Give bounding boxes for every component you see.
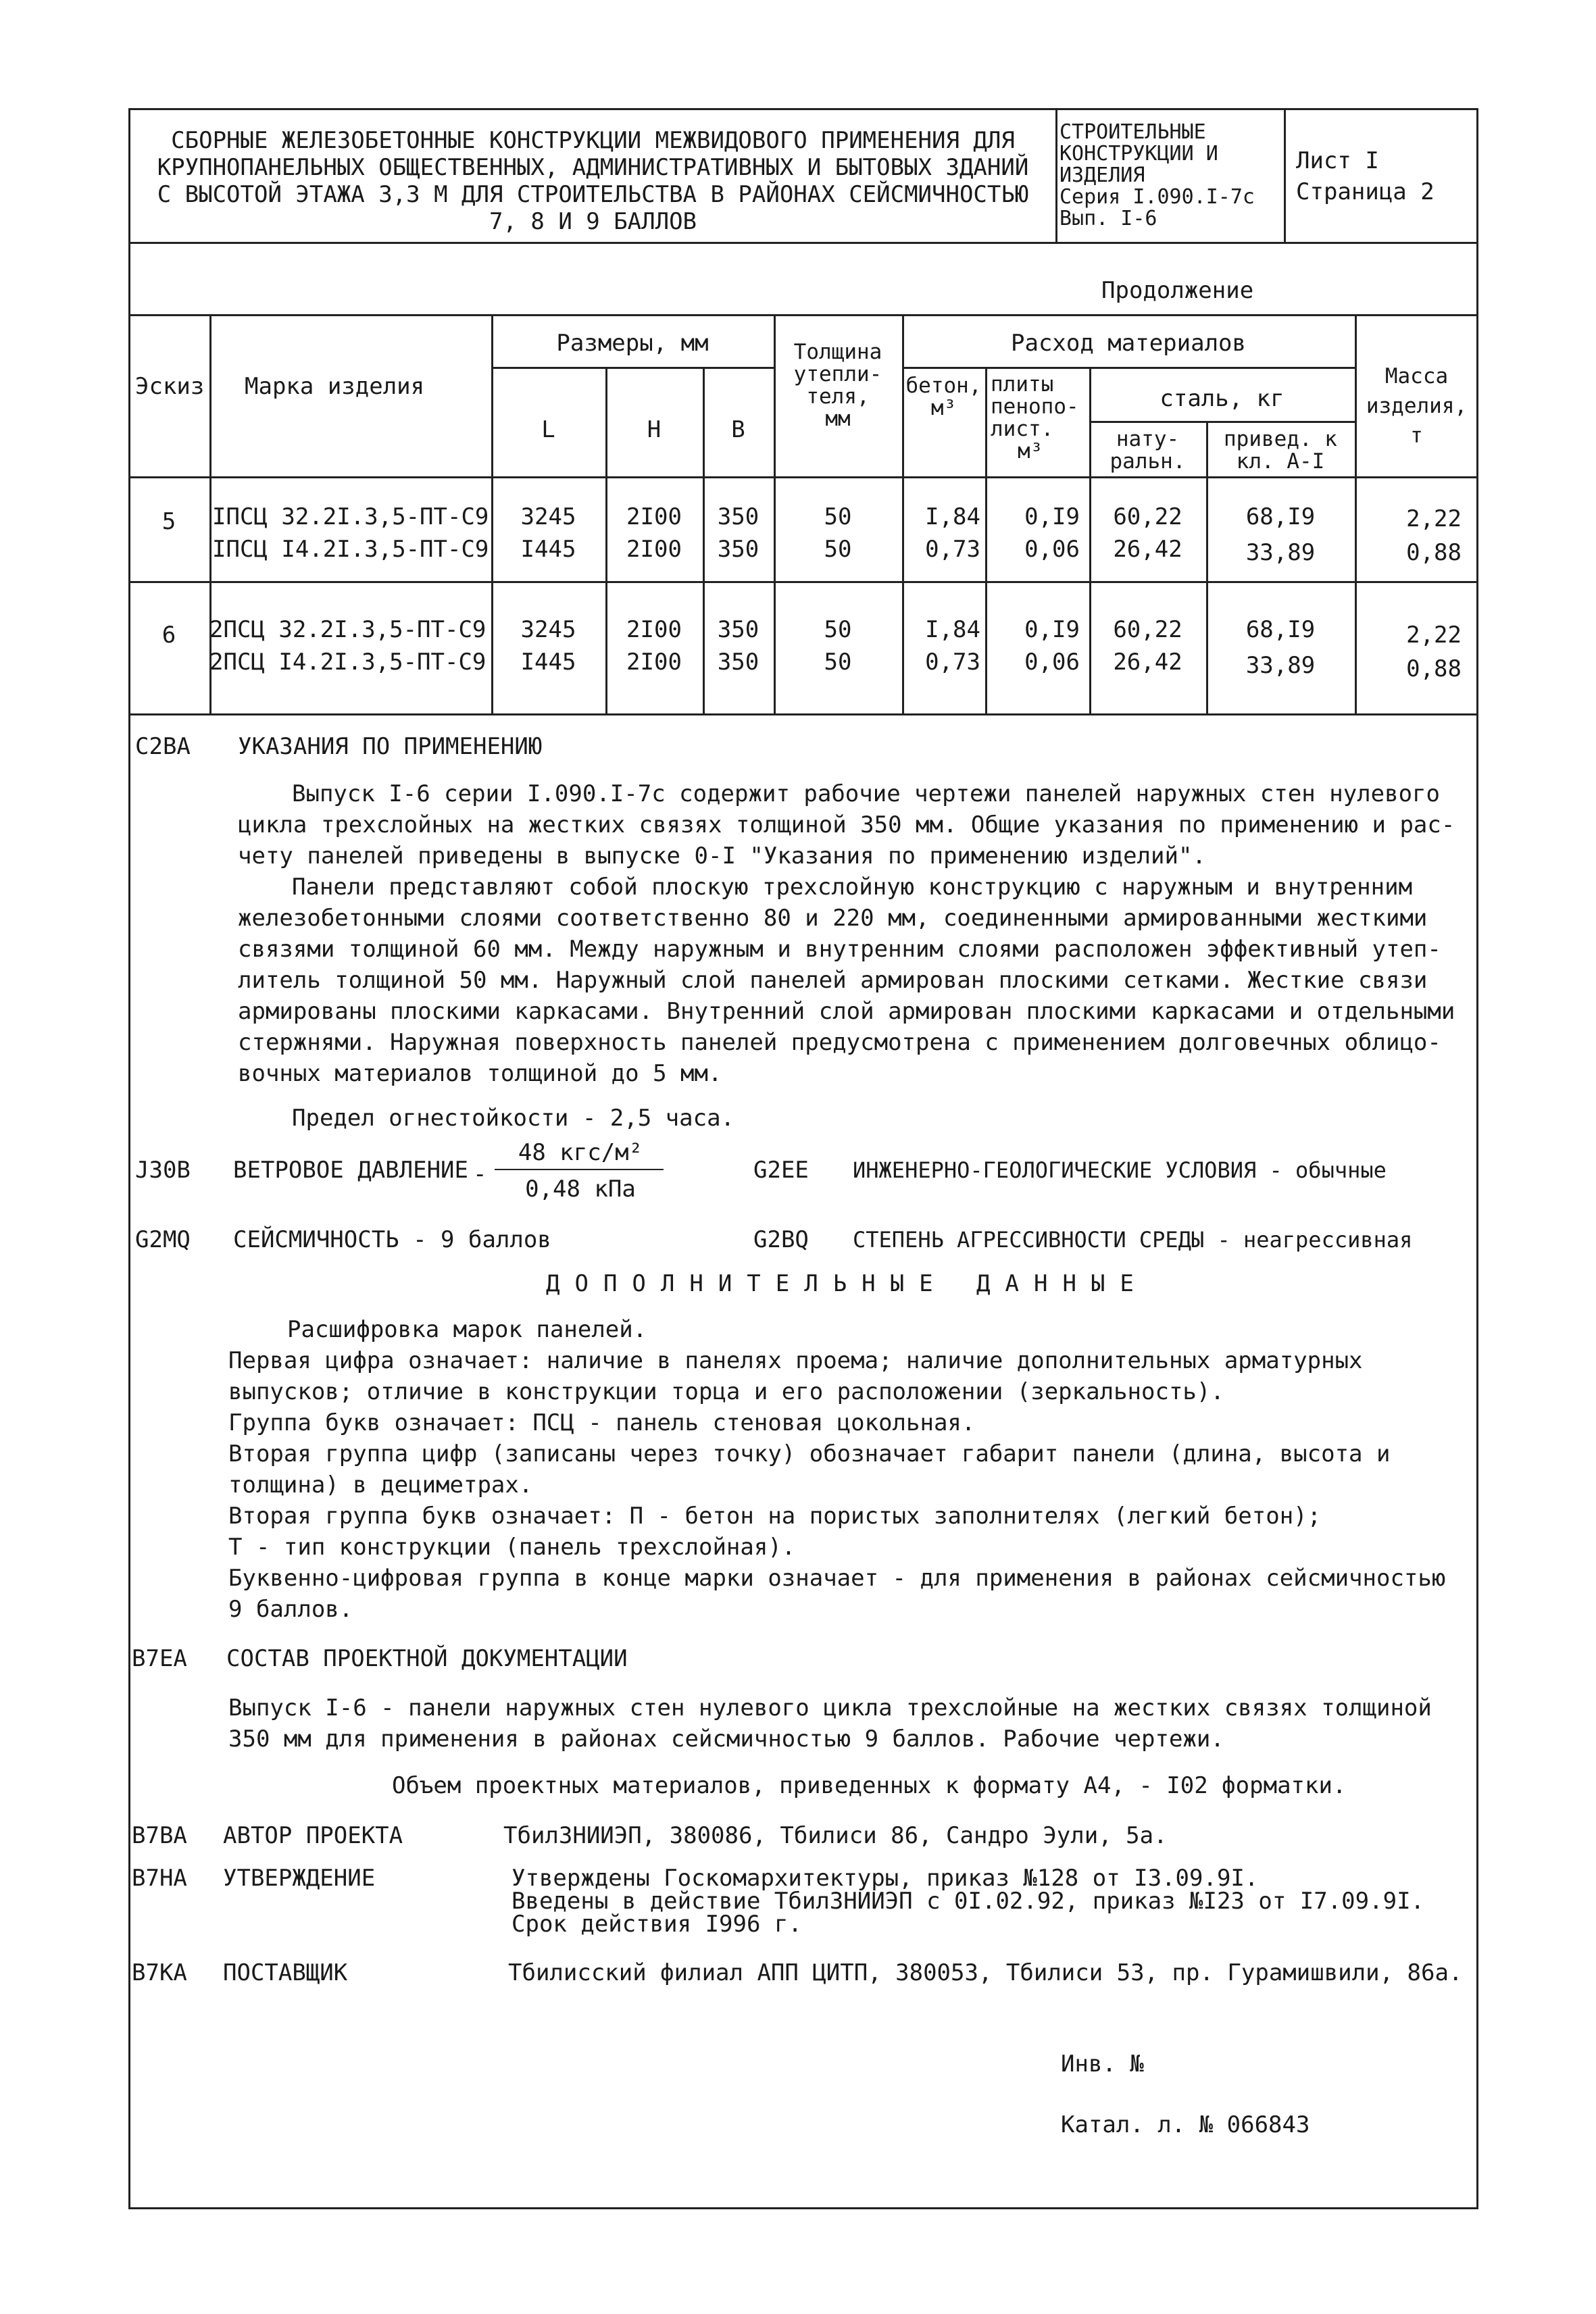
- table-row-2-H: 2I00: [626, 536, 682, 563]
- docs-volume: Объем проектных материалов, приведенных к формату А4, - I02 форматки.: [392, 1772, 1347, 1799]
- header-sketch: Эскиз: [135, 373, 205, 400]
- table-row-1-mark: IПСЦ 32.2I.3,5-ПТ-С9: [212, 503, 489, 530]
- header-reduced-1: привед. к: [1224, 427, 1337, 451]
- table-row-1-foam: 0,I9: [1024, 503, 1080, 530]
- usage-line-2: цикла трехслойных на жестких связях толщиной 350 мм. Общие указания по применению и рас-: [238, 811, 1455, 838]
- wind-numerator: 48 кгс/м²: [518, 1139, 643, 1166]
- catalog-sheet: Катал. л. № 066843: [1061, 2111, 1310, 2138]
- wind-fraction-bar: [495, 1169, 664, 1170]
- title-line-2: КРУПНОПАНЕЛЬНЫХ ОБЩЕСТВЕННЫХ, АДМИНИСТРАТИВНЫХ И БЫТОВЫХ ЗДАНИЙ: [157, 154, 1029, 181]
- table-row-4-priv: 33,89: [1245, 652, 1316, 679]
- header-foam-4: м³: [1018, 439, 1043, 463]
- usage-line-4: Панели представляют собой плоскую трехслойную конструкцию с наружным и внутренним: [292, 874, 1413, 901]
- usage-line-10: вочных материалов толщиной до 5 мм.: [238, 1060, 722, 1087]
- header-foam-1: плиты: [991, 372, 1054, 397]
- table-row-4-foam: 0,06: [1024, 649, 1080, 676]
- continuation-label: Продолжение: [1101, 277, 1254, 304]
- table-row-2-ins: 50: [824, 536, 852, 563]
- usage-line-9: стержнями. Наружная поверхность панелей предусмотрена с применением долговечных облицо-: [238, 1029, 1441, 1056]
- header-natural-1: нату-: [1116, 427, 1180, 451]
- usage-line-11: Предел огнестойкости - 2,5 часа.: [292, 1105, 735, 1132]
- series-label: Серия I.090.I-7с: [1059, 185, 1255, 209]
- category-line-3: ИЗДЕЛИЯ: [1059, 164, 1145, 187]
- header-dims: Размеры, мм: [556, 330, 709, 357]
- header-natural-2: ральн.: [1109, 449, 1186, 474]
- table-row-1-H: 2I00: [626, 503, 682, 530]
- table-row-3-H: 2I00: [626, 616, 682, 643]
- approval-line-2: Введены в действие ТбилЗНИИЭП с 0I.02.92, приказ №I23 от I7.09.9I.: [512, 1888, 1425, 1915]
- header-bottom-line: [128, 242, 1478, 244]
- table-row-4-H: 2I00: [626, 649, 682, 676]
- usage-line-3: чету панелей приведены в выпуске 0-I "Указания по применению изделий".: [238, 842, 1206, 870]
- table-row-3-mass: 2,22: [1406, 622, 1462, 649]
- table-bottom-line: [128, 713, 1478, 715]
- category-line-2: КОНСТРУКЦИИ И: [1059, 142, 1218, 166]
- header-insulation-2: утепли-: [793, 362, 882, 386]
- usage-line-6: связями толщиной 60 мм. Между наружным и внутренним слоями расположен эффективный утеп-: [238, 936, 1441, 963]
- header-divider-1: [1055, 108, 1057, 243]
- dims-sub-line: [491, 367, 774, 369]
- header-row-bottom: [128, 476, 1478, 478]
- header-steel: сталь, кг: [1159, 385, 1285, 412]
- geo-code: G2ЕЕ: [753, 1157, 809, 1184]
- table-row-4-mass: 0,88: [1406, 655, 1462, 682]
- title-line-4: 7, 8 И 9 БАЛЛОВ: [489, 208, 697, 235]
- table-row-4-mark: 2ПСЦ I4.2I.3,5-ПТ-С9: [209, 649, 487, 676]
- table-row-4-conc: 0,73: [925, 649, 980, 676]
- geo-label: ИНЖЕНЕРНО-ГЕОЛОГИЧЕСКИЕ УСЛОВИЯ - обычные: [853, 1157, 1387, 1183]
- approval-label: УТВЕРЖДЕНИЕ: [223, 1865, 376, 1892]
- additional-line-2: Первая цифра означает: наличие в панелях проема; наличие дополнительных арматурных: [228, 1347, 1363, 1374]
- supplier-label: ПОСТАВЩИК: [223, 1959, 348, 1986]
- category-line-1: СТРОИТЕЛЬНЫЕ: [1059, 120, 1206, 144]
- materials-sub-line: [902, 367, 1355, 369]
- aggr-code: G2ВQ: [753, 1226, 809, 1253]
- author-code: В7ВА: [132, 1822, 187, 1849]
- header-insulation-3: теля,: [806, 384, 870, 409]
- header-foam-2: пенопо-: [991, 395, 1079, 419]
- table-row-2-nat: 26,42: [1113, 536, 1182, 563]
- table-row-1-priv: 68,I9: [1245, 503, 1316, 530]
- approval-line-1: Утверждены Госкомархитектуры, приказ №128 от I3.09.9I.: [512, 1865, 1259, 1892]
- wind-denominator: 0,48 кПа: [525, 1176, 636, 1203]
- header-mass: [1355, 361, 1478, 451]
- table-row-3-ins: 50: [824, 616, 852, 643]
- table-row-3-nat: 60,22: [1113, 616, 1182, 643]
- header-insulation-4: мм: [825, 407, 851, 431]
- table-row-4-B: 350: [717, 649, 759, 676]
- table-row-1-mass: 2,22: [1406, 505, 1462, 532]
- page-label: Страница 2: [1296, 178, 1435, 205]
- table-row-3-foam: 0,I9: [1024, 616, 1080, 643]
- table-row-1-nat: 60,22: [1113, 503, 1182, 530]
- category-block: [1059, 122, 1282, 230]
- table-row-2-mass: 0,88: [1406, 539, 1462, 566]
- additional-line-5: Вторая группа цифр (записаны через точку) обозначает габарит панели (длина, высота и: [228, 1440, 1391, 1467]
- author-value: ТбилЗНИИЭП, 380086, Тбилиси 86, Сандро Эули, 5а.: [503, 1822, 1168, 1849]
- header-concrete: [902, 375, 985, 420]
- table-row-3-L: 3245: [520, 616, 576, 643]
- wind-code: J30B: [135, 1157, 191, 1184]
- header-divider-2: [1284, 108, 1286, 243]
- header-reduced-2: кл. А-I: [1236, 449, 1325, 474]
- usage-title: УКАЗАНИЯ ПО ПРИМЕНЕНИЮ: [238, 733, 543, 760]
- issue-label: Вып. I-6: [1059, 207, 1157, 230]
- group-5-sketch: 5: [161, 508, 176, 535]
- additional-line-10: 9 баллов.: [228, 1596, 353, 1623]
- table-row-4-ins: 50: [824, 649, 852, 676]
- header-mass-1: Масса: [1385, 364, 1449, 388]
- table-row-2-mark: IПСЦ I4.2I.3,5-ПТ-С9: [212, 536, 489, 563]
- header-foam: [991, 374, 1089, 463]
- additional-title: ДОПОЛНИТЕЛЬНЫЕ ДАННЫЕ: [546, 1270, 1149, 1297]
- table-row-2-conc: 0,73: [925, 536, 980, 563]
- table-row-4-L: I445: [520, 649, 576, 676]
- seismic-code: G2МQ: [135, 1226, 191, 1253]
- table-row-1-L: 3245: [520, 503, 576, 530]
- header-mass-2: изделия,: [1366, 394, 1468, 418]
- header-concrete-1: бетон,: [905, 374, 982, 398]
- author-label: АВТОР ПРОЕКТА: [223, 1822, 403, 1849]
- group-6-sketch: 6: [161, 622, 176, 649]
- header-insulation-1: Толщина: [793, 340, 882, 364]
- approval-line-3: Срок действия I996 г.: [512, 1911, 802, 1938]
- additional-line-7: Вторая группа букв означает: П - бетон на пористых заполнителях (легкий бетон);: [228, 1503, 1322, 1530]
- header-materials: Расход материалов: [1011, 330, 1246, 357]
- additional-line-9: Буквенно-цифровая группа в конце марки означает - для применения в районах сейсмичностью: [228, 1565, 1446, 1592]
- usage-line-8: армированы плоскими каркасами. Внутренний слой армирован плоскими каркасами и отдельными: [238, 998, 1455, 1025]
- steel-sub-line: [1089, 421, 1355, 423]
- wind-label: ВЕТРОВОЕ ДАВЛЕНИЕ: [233, 1157, 468, 1184]
- table-row-3-conc: I,84: [925, 616, 980, 643]
- header-steel-reduced: [1206, 428, 1355, 473]
- seismic-label: СЕЙСМИЧНОСТЬ - 9 баллов: [233, 1226, 551, 1253]
- table-row-3-B: 350: [717, 616, 759, 643]
- header-mark: Марка изделия: [245, 373, 425, 400]
- wind-dash: -: [473, 1161, 487, 1188]
- docs-code: В7ЕА: [132, 1645, 187, 1672]
- table-row-2-L: I445: [520, 536, 576, 563]
- header-mass-3: т: [1410, 424, 1423, 448]
- additional-line-8: Т - тип конструкции (панель трехслойная).: [228, 1534, 796, 1561]
- header-steel-natural: [1089, 428, 1206, 473]
- approval-code: В7НА: [132, 1865, 187, 1892]
- title-line-1: СБОРНЫЕ ЖЕЛЕЗОБЕТОННЫЕ КОНСТРУКЦИИ МЕЖВИДОВОГО ПРИМЕНЕНИЯ ДЛЯ: [171, 127, 1015, 154]
- aggr-label: СТЕПЕНЬ АГРЕССИВНОСТИ СРЕДЫ - неагрессивная: [853, 1227, 1413, 1253]
- inventory-number: Инв. №: [1061, 2051, 1144, 2078]
- supplier-value: Тбилисский филиал АПП ЦИТП, 380053, Тбилиси 53, пр. Гурамишвили, 86а.: [508, 1959, 1463, 1986]
- additional-line-1: Расшифровка марок панелей.: [287, 1316, 647, 1343]
- table-row-3-priv: 68,I9: [1245, 616, 1316, 643]
- header-H: H: [647, 416, 662, 443]
- table-row-4-nat: 26,42: [1113, 649, 1182, 676]
- usage-code: С2ВА: [135, 733, 191, 760]
- additional-line-3: выпусков; отличие в конструкции торца и его расположении (зеркальность).: [228, 1378, 1224, 1405]
- table-row-2-B: 350: [717, 536, 759, 563]
- table-row-2-priv: 33,89: [1245, 539, 1316, 566]
- supplier-code: В7КА: [132, 1959, 187, 1986]
- group-divider: [128, 581, 1478, 583]
- title-line-3: С ВЫСОТОЙ ЭТАЖА 3,3 М ДЛЯ СТРОИТЕЛЬСТВА В РАЙОНАХ СЕЙСМИЧНОСТЬЮ: [157, 181, 1029, 208]
- document-title: [135, 127, 1051, 235]
- header-insulation: [774, 341, 902, 430]
- docs-line-1: Выпуск I-6 - панели наружных стен нулевого цикла трехслойные на жестких связях толщиной: [228, 1694, 1432, 1721]
- additional-line-4: Группа букв означает: ПСЦ - панель стеновая цокольная.: [228, 1409, 976, 1436]
- table-row-3-mark: 2ПСЦ 32.2I.3,5-ПТ-С9: [209, 616, 487, 643]
- docs-line-2: 350 мм для применения в районах сейсмичностью 9 баллов. Рабочие чертежи.: [228, 1726, 1224, 1753]
- header-foam-3: лист.: [991, 417, 1054, 441]
- table-row-1-B: 350: [717, 503, 759, 530]
- usage-line-1: Выпуск I-6 серии I.090.I-7с содержит рабочие чертежи панелей наружных стен нулевого: [292, 780, 1440, 807]
- approval-block: [512, 1867, 1424, 1936]
- sheet-label: Лист I: [1296, 147, 1379, 174]
- additional-line-6: толщина) в дециметрах.: [228, 1472, 533, 1499]
- docs-title: СОСТАВ ПРОЕКТНОЙ ДОКУМЕНТАЦИИ: [226, 1645, 628, 1672]
- header-concrete-2: м³: [930, 396, 957, 420]
- header-L: L: [541, 416, 555, 443]
- header-B: B: [731, 416, 745, 443]
- table-row-1-conc: I,84: [925, 503, 980, 530]
- usage-line-5: железобетонными слоями соответственно 80 и 220 мм, соединенными армированными жесткими: [238, 905, 1428, 932]
- usage-line-7: литель толщиной 50 мм. Наружный слой панелей армирован плоскими сетками. Жесткие связи: [238, 967, 1428, 994]
- table-top-line: [128, 314, 1478, 316]
- table-row-1-ins: 50: [824, 503, 852, 530]
- table-row-2-foam: 0,06: [1024, 536, 1080, 563]
